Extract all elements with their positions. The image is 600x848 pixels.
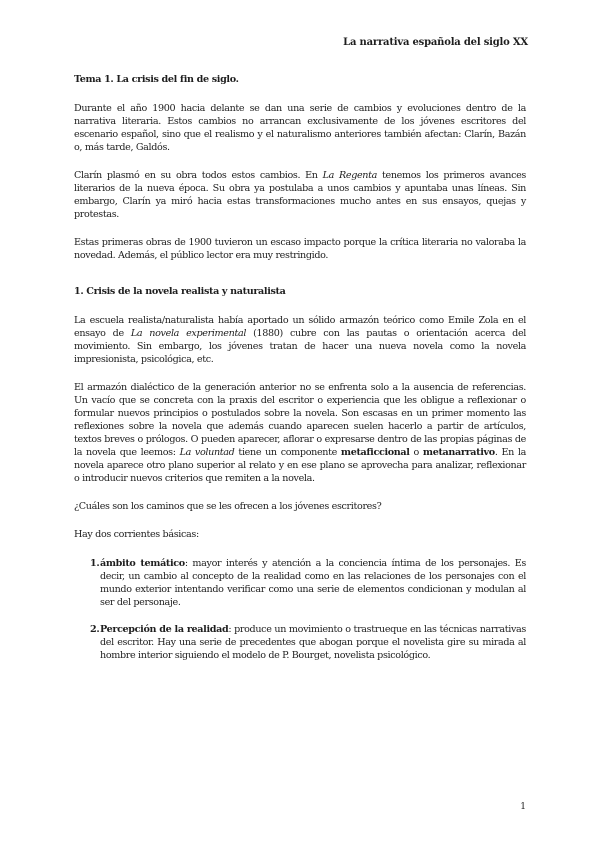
text-run: (1880) cubre con las pautas o orientación acerca del movimiento. Sin embargo, los jóvenes tratan de hacer una nueva novela como la novela impresionista, psicológica, etc.	[74, 328, 526, 365]
list-term: Percepción de la realidad	[100, 624, 229, 635]
text-run: tiene un componente	[234, 447, 341, 458]
list-term: ámbito temático	[100, 558, 185, 569]
list-item	[74, 557, 526, 609]
bold-term: metanarrativo	[422, 447, 495, 458]
text-run: La escuela realista/naturalista había aportado un sólido armazón teórico como Emile Zola en el ensayo de	[74, 315, 526, 339]
intro-paragraph-1: Durante el año 1900 hacia delante se dan una serie de cambios y evoluciones dentro de la narrativa literaria. Estos cambios no arrancan exclusivamente de los jóvenes escritores del escenario español, sino que el realismo y el naturalismo anteriores también afectan: Clarín, Bazán o, más tarde, Galdós.	[74, 103, 526, 153]
work-title: La Regenta	[322, 170, 378, 181]
text-run: . En la novela aparece otro plano superior al relato y en ese plano se aprovecha para analizar, reflexionar o introducir nuevos criterios que remiten a la novela.	[74, 447, 526, 484]
question-paragraph: ¿Cuáles son los caminos que se les ofrecen a los jóvenes escritores?	[74, 501, 382, 512]
text-run: o	[409, 447, 423, 458]
bold-term: metaficcional	[340, 447, 410, 458]
list-number: 1.	[90, 558, 100, 569]
subsection-paragraph-2	[74, 381, 526, 485]
work-title: La novela experimental	[130, 328, 247, 339]
work-title: La voluntad	[179, 447, 235, 458]
text-run: El armazón dialéctico de la generación anterior no se enfrenta solo a la ausencia de referencias. Un vacío que se concreta con la praxis del escritor o experiencia que les obligue a reflexionar o formular nuevos principios o postulados sobre la novela. Son escasas en un primer momento las reflexiones sobre la novela que además cuando aparecen suelen hacerlo a partir de artículos, textos breves o prólogos. O pueden aparecer, aflorar o expresarse dentro de las propias páginas de la novela que leemos:	[74, 382, 526, 458]
document-body	[74, 73, 526, 676]
list-item	[74, 623, 526, 662]
section-title: Tema 1. La crisis del fin de siglo.	[74, 74, 239, 85]
list-text: : produce un movimiento o trastrueque en las técnicas narrativas del escritor. Hay una serie de precedentes que abogan porque el novelista gire su mirada al hombre interior siguiendo el modelo de P. Bourget, novelista psicológico.	[100, 624, 526, 661]
list-number: 2.	[90, 624, 100, 635]
intro-paragraph-3: Estas primeras obras de 1900 tuvieron un escaso impacto porque la crítica literaria no valoraba la novedad. Además, el público lector era muy restringido.	[74, 237, 526, 261]
intro-paragraph-2	[74, 169, 526, 221]
currents-list	[74, 557, 526, 662]
lead-paragraph: Hay dos corrientes básicas:	[74, 529, 199, 540]
text-run: tenemos los primeros avances literarios de la nueva época. Su obra ya postulaba a unos cambios y apuntaba unas líneas. Sin embargo, Clarín ya miró hacia estas transformaciones mucho antes en sus ensayos, quejas y protestas.	[74, 170, 527, 220]
list-text: : mayor interés y atención a la conciencia íntima de los personajes. Es decir, un cambio al concepto de la realidad como en las relaciones de los personajes con el mundo exterior intentando verificar como una serie de elementos condicionan y modulan al ser del personaje.	[100, 558, 526, 608]
running-header: La narrativa española del siglo XX	[343, 37, 528, 48]
subsection-paragraph-1	[74, 314, 526, 366]
text-run: Clarín plasmó en su obra todos estos cambios. En	[74, 170, 323, 181]
page-number: 1	[520, 802, 526, 812]
subsection-title: 1. Crisis de la novela realista y naturalista	[74, 286, 286, 297]
